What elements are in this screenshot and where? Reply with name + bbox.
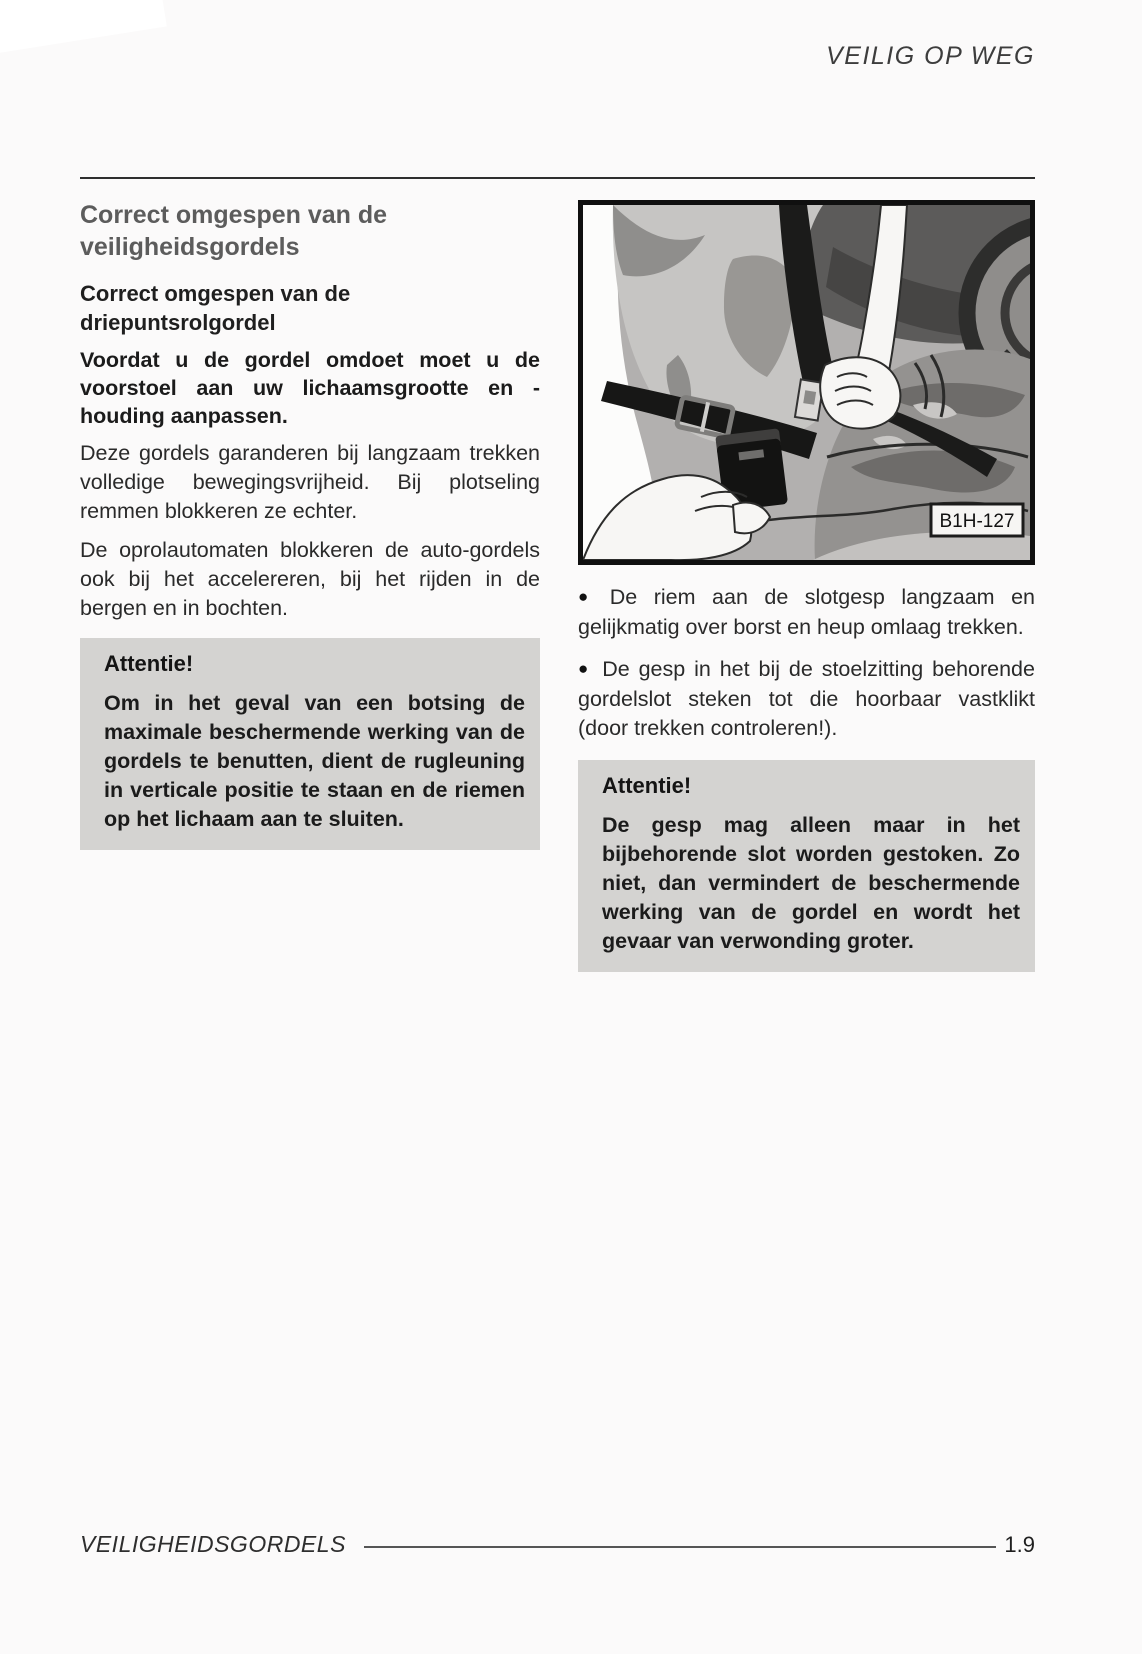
bullet-text: De gesp in het bij de stoelzitting behorende gordelslot steken tot die hoorbaar vastklikt (door trekken controleren!). (578, 657, 1035, 740)
subsection-title: Correct omgespen van de driepuntsrolgordel (80, 281, 351, 335)
bullet-item (578, 655, 1035, 743)
figure-seatbelt-illustration (578, 200, 1035, 565)
attention-body: De gesp mag alleen maar in het bijbehorende slot worden gestoken. Zo niet, dan vermindert de beschermende werking van de gordel en wordt het gevaar van verwonding groter. (602, 813, 1020, 953)
bullet-text: De riem aan de slotgesp langzaam en gelijkmatig over borst en heup omlaag trekken. (578, 585, 1035, 639)
bullet-icon: ● (578, 587, 599, 606)
page-footer (80, 1531, 1035, 1558)
paragraph: Deze gordels garanderen bij langzaam trekken volledige bewegingsvrijheid. Bij plotseling remmen blokkeren ze echter. (80, 441, 540, 523)
figure-label-text: B1H-127 (939, 511, 1015, 532)
attention-title: Attentie! (602, 773, 692, 798)
scan-edge-artifact (0, 0, 167, 62)
attention-title: Attentie! (104, 651, 194, 676)
content-columns (80, 197, 1035, 972)
running-head: VEILIG OP WEG (826, 42, 1035, 70)
section-title: Correct omgespen van de veiligheidsgordels (80, 201, 388, 261)
lead-paragraph: Voordat u de gordel omdoet moet u de voorstoel aan uw lichaamsgrootte en -houding aanpassen. (80, 348, 540, 428)
right-column (578, 197, 1035, 972)
figure-label (931, 504, 1023, 536)
bullet-item (578, 583, 1035, 642)
page-number: 1.9 (1004, 1531, 1035, 1557)
attention-box-right (578, 760, 1035, 972)
seatbelt-illustration-svg (583, 205, 1030, 560)
footer-rule (364, 1546, 996, 1548)
header-rule (80, 177, 1035, 179)
left-column (80, 197, 540, 972)
paragraph: De oprolautomaten blokkeren de auto-gordels ook bij het accelereren, bij het rijden in de bergen en in bochten. (80, 538, 540, 620)
attention-box-left (80, 638, 540, 850)
bullet-icon: ● (578, 659, 592, 678)
attention-body: Om in het geval van een botsing de maximale beschermende werking van de gordels te benutten, dient de rugleuning in verticale positie te staan en de riemen op het lichaam aan te sluiten. (104, 691, 525, 831)
footer-section-label: VEILIGHEIDSGORDELS (80, 1531, 346, 1557)
